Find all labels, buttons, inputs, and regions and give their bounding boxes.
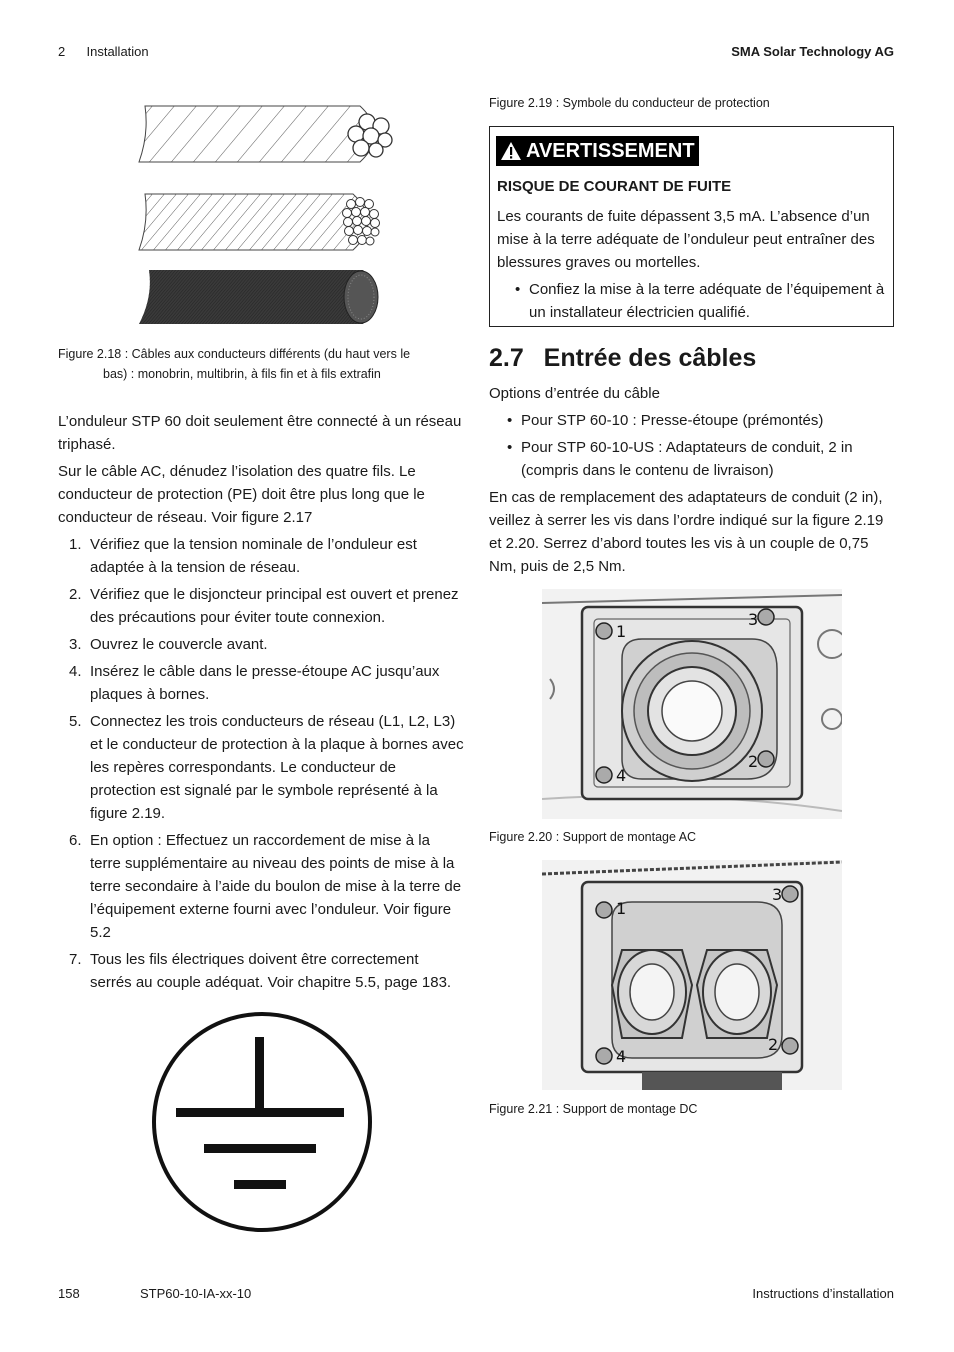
warning-bullet [497,278,889,328]
step-number: 2. [69,586,82,603]
section-title: Entrée des câbles [543,344,757,372]
protective-earth-symbol [150,1010,374,1234]
header-chapter [58,44,149,59]
bullet-glyph: • [515,281,521,298]
step-text: Connectez les trois conducteurs de réseau (L1, L2, L3) et le conducteur de protection à la plaque à bornes avec les repères correspondants. Le conducteur de protection est signalé par le symbole représenté à la figure 2.19. [90,713,464,822]
list-item [58,583,464,629]
chapter-number: 2 [58,44,66,59]
screw-label-2: 2 [748,752,759,771]
list-item [58,829,464,944]
warning-triangle-icon [500,141,522,161]
footer-page-number: 158 [58,1286,80,1301]
step-number: 5. [69,713,82,730]
left-body [58,410,464,998]
bullet-text: Pour STP 60-10 : Presse-étoupe (prémontés) [521,412,824,429]
step-number: 3. [69,636,82,653]
bullet-glyph: • [507,439,513,456]
warning-tag-label: AVERTISSEMENT [526,140,695,162]
footer-doc-code: STP60-10-IA-xx-10 [140,1286,252,1301]
cable-fils-fins [139,270,378,324]
cable-monobrin [139,106,392,162]
figure-2-20-caption: Figure 2.20 : Support de montage AC [489,830,697,844]
screw-label-4: 4 [616,766,627,785]
cable-types-illustration [135,100,395,328]
warning-box [489,126,894,327]
cable-gland-right [697,950,777,1038]
procedure-steps [58,533,464,994]
list-item [489,436,895,482]
bullet-glyph: • [507,412,513,429]
caption-line: Figure 2.18 : Câbles aux conducteurs différents (du haut vers le [58,347,411,361]
warning-text: Les courants de fuite dépassent 3,5 mA. L’absence d’un mise à la terre adéquate de l’onduleur peut entraîner des blessures graves ou mortelles. [497,208,875,271]
step-number: 6. [69,832,82,849]
step-number: 1. [69,536,82,553]
header-company: SMA Solar Technology AG [731,44,894,59]
warning-heading: RISQUE DE COURANT DE FUITE [497,178,732,195]
options-list [489,409,895,482]
figure-2-21-caption: Figure 2.21 : Support de montage DC [489,1102,698,1116]
chapter-title: Installation [86,44,149,59]
screw-label-1: 1 [616,899,627,918]
section-number: 2.7 [489,344,524,372]
figure-2-19-caption: Figure 2.19 : Symbole du conducteur de protection [489,96,770,110]
step-text: Insérez le câble dans le presse-étoupe AC jusqu’aux plaques à bornes. [90,663,440,703]
step-text: Tous les fils électriques doivent être correctement serrés au couple adéquat. Voir chapitre 5.5, page 183. [90,951,452,991]
paragraph: En cas de remplacement des adaptateurs de conduit (2 in), veillez à serrer les vis dans l’ordre indiqué sur la figure 2.19 et 2.20. Serrez d’abord toutes les vis à un couple de 0,75 Nm, puis de 2,5 Nm. [489,489,884,575]
screw-label-1: 1 [616,622,627,641]
paragraph: Sur le câble AC, dénudez l’isolation des quatre fils. Le conducteur de protection (PE) doit être plus long que le conducteur de réseau. Voir figure 2.17 [58,463,425,526]
screw-label-3: 3 [772,885,783,904]
screw-label-4: 4 [616,1047,627,1066]
figure-2-18-caption [58,344,468,384]
list-item [58,710,464,825]
step-text: Ouvrez le couvercle avant. [90,636,268,653]
list-item [489,409,895,432]
list-item [58,948,464,994]
caption-line: bas) : monobrin, multibrin, à fils fin et à fils extrafin [103,367,381,381]
step-text: Vérifiez que la tension nominale de l’onduleur est adaptée à la tension de réseau. [90,536,417,576]
step-text: En option : Effectuez un raccordement de mise à la terre supplémentaire au niveau des points de mise à la terre secondaire à l’aide du boulon de mise à la terre de l’équipement externe fourni avec l’onduleur. Voir figure 5.2 [90,832,462,941]
list-item [58,533,464,579]
list-item [497,278,889,324]
bullet-text: Pour STP 60-10-US : Adaptateurs de conduit, 2 in (compris dans le contenu de livraison) [521,439,853,479]
list-item [58,660,464,706]
step-number: 4. [69,663,82,680]
step-number: 7. [69,951,82,968]
ac-mounting-bracket-photo [542,589,842,819]
paragraph: L’onduleur STP 60 doit seulement être connecté à un réseau triphasé. [58,413,462,453]
cable-gland-left [612,950,692,1038]
screw-label-3: 3 [748,610,759,629]
footer-doc-title: Instructions d’installation [752,1286,894,1301]
section-heading [489,344,756,373]
warning-tag [496,136,699,166]
dc-mounting-bracket-photo [542,860,842,1090]
bullet-text: Confiez la mise à la terre adéquate de l’équipement à un installateur électricien qualifié. [529,281,885,321]
step-text: Vérifiez que le disjoncteur principal est ouvert et prenez des précautions pour éviter toute connexion. [90,586,459,626]
list-item [58,633,464,656]
screw-label-2: 2 [768,1035,779,1054]
cable-multibrin [139,194,380,250]
right-body [489,382,895,578]
paragraph: Options d’entrée du câble [489,385,660,402]
